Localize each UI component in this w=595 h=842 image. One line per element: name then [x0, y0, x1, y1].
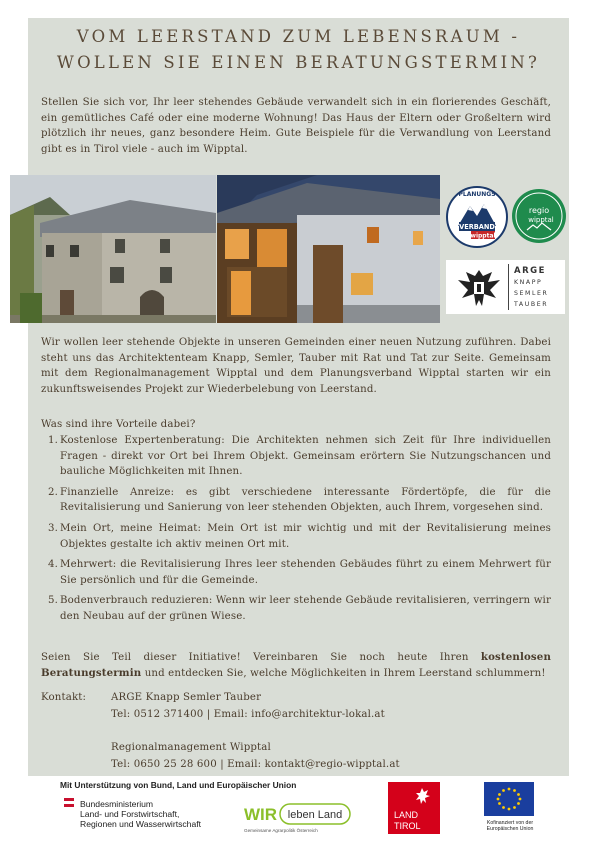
regio-wipptal-logo — [511, 188, 567, 244]
arge-name-3: TAUBER — [514, 301, 549, 308]
regio-line-2: wipptal — [528, 216, 554, 224]
contact-org-1: ARGE Knapp Semler Tauber — [111, 692, 262, 703]
arge-title: ARGE — [514, 266, 546, 276]
svg-text:leben Land: leben Land — [287, 809, 343, 821]
benefits-heading: Was sind ihre Vorteile dabei? — [41, 419, 196, 430]
project-paragraph: Wir wollen leer stehende Objekte in unseren Gemeinden einer neuen Nutzung zuführen. Dabei steht uns das Architektenteam Knapp, Semler, Tauber mit Rat und Tat zur Seite. Gemeinsam mit dem Regionalmanagement Wipptal und dem Planungsverband Wipptal starten wir ein zukunftsweisendes Projekt zur Wiederbelebung von Leerstand. — [41, 337, 551, 395]
svg-text:TIROL: TIROL — [394, 821, 421, 831]
arge-name-2: SEMLER — [514, 290, 549, 297]
arge-logo — [446, 260, 565, 314]
title-line-1: VOM LEERSTAND ZUM LEBENSRAUM - — [76, 27, 521, 46]
list-item: 3. Mein Ort, meine Heimat: Mein Ort ist mir wichtig und mit der Revitalisierung meines Objektes gestalte ich aktiv meinen Ort mit. — [48, 522, 551, 550]
wir-leben-land-logo — [244, 798, 354, 836]
planungsverband-logo — [446, 186, 508, 248]
contact-org-2-details[interactable]: Tel: 0650 25 28 600 | Email: kontakt@regio-wipptal.at — [111, 759, 400, 770]
call-to-action: Seien Sie Teil dieser Initiative! Vereinbaren Sie noch heute Ihren kostenlosen Beratungstermin und entdecken Sie, welche Möglichkeiten in Ihrem Leerstand schlummern! — [41, 651, 551, 679]
contact-org-1-details[interactable]: Tel: 0512 371400 | Email: info@architektur-lokal.at — [111, 709, 385, 720]
regio-line-1: regio — [528, 206, 550, 215]
list-item: 2. Finanzielle Anreize: es gibt verschiedene interessante Fördertöpfe, die für die Revitalisierung und Sanierung von leer stehenden Objekten, auch Ihrem, vorgesehen sind. — [48, 486, 551, 514]
list-item: 4. Mehrwert: die Revitalisierung Ihres leer stehenden Gebäudes führt zu einem Mehrwert für Sie persönlich und für die Gemeinde. — [48, 559, 551, 586]
svg-text:WIR: WIR — [244, 805, 278, 824]
eu-flag-icon — [484, 782, 534, 816]
intro-paragraph: Stellen Sie sich vor, Ihr leer stehendes Gebäude verwandelt sich in ein florierendes Geschäft, ein gemütliches Café oder eine moderne Wohnung! Das Haus der Eltern oder Großeltern wird plötzlich ihr neues, ganz besondere Heim. Gute Beispiele für die Verwandlung von Leerstand gibt es in Tirol viele - auch im Wipptal. — [41, 97, 551, 155]
arge-name-1: KNAPP — [514, 279, 543, 286]
cta-highlight: kostenlosen Beratungstermin — [41, 651, 551, 679]
support-title: Mit Unterstützung von Bund, Land und Europäischer Union — [60, 780, 297, 790]
contact-org-2: Regionalmanagement Wipptal — [111, 742, 271, 753]
title-line-2: WOLLEN SIE EINEN BERATUNGSTERMIN? — [56, 53, 541, 72]
svg-text:LAND: LAND — [394, 810, 419, 820]
page-title — [28, 24, 569, 76]
eagle-icon — [452, 264, 506, 310]
photo-after — [217, 175, 440, 323]
eu-logo: Kofinanziert von der Europäischen Union — [478, 782, 542, 838]
before-after-photos — [10, 175, 440, 323]
land-tirol-logo — [388, 782, 440, 834]
list-item: 1. Kostenlose Expertenberatung: Die Architekten nehmen sich Zeit für Ihre individuellen Fragen - direkt vor Ort bei Ihrem Objekt. Gemeinsam erörtern Sie Nutzungschancen und bauliche Möglichkeiten mit Ihnen. — [48, 435, 551, 478]
photo-before — [10, 175, 216, 323]
pv-top-text: PLANUNGS — [458, 191, 496, 198]
list-item: 5. Bodenverbrauch reduzieren: Wenn wir leer stehende Gebäude revitalisieren, verringern wir den Neubau auf der grünen Wiese. — [48, 595, 551, 622]
bundesministerium-logo: Bundesministerium Land- und Forstwirtschaft, Regionen und Wasserwirtschaft — [64, 794, 239, 838]
contact-label: Kontakt: — [41, 692, 87, 703]
pv-bottom-text: wipptal — [470, 232, 496, 240]
pv-mid-text: VERBAND — [459, 223, 495, 231]
svg-text:Gemeinsame Agrarpolitik Österr: Gemeinsame Agrarpolitik Österreich — [244, 828, 318, 833]
tirol-eagle-icon — [416, 788, 430, 804]
austria-flag-icon — [64, 798, 74, 807]
benefits-list — [41, 433, 551, 630]
